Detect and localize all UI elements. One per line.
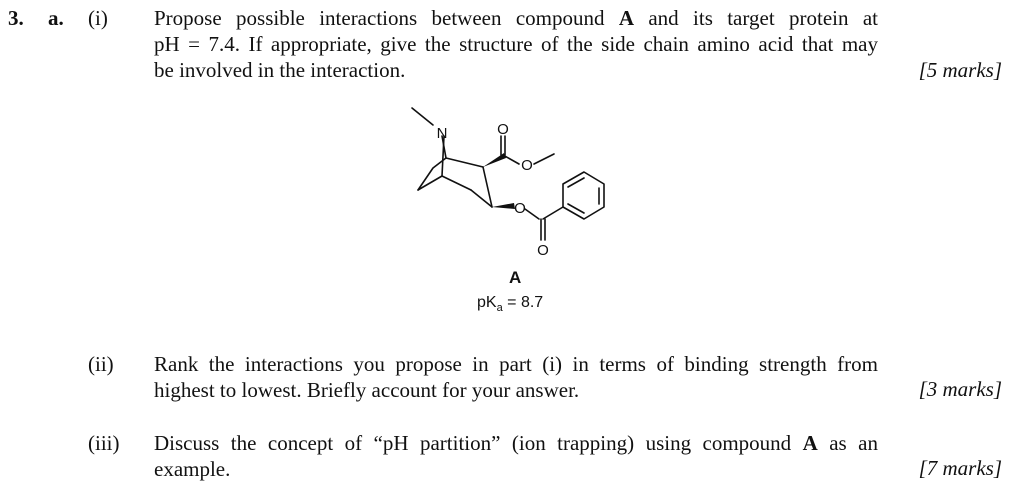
compound-label: A	[509, 268, 522, 287]
atom-n: N	[436, 125, 448, 142]
n-methyl-bond	[412, 108, 433, 125]
sub-ii-line2: highest to lowest. Briefly account for your answer.	[154, 378, 580, 402]
atom-o-carbonyl-top: O	[497, 121, 509, 138]
ester-oc-bond-bottom	[525, 209, 539, 219]
pka-text: $pK_a = 8.7$	[477, 294, 544, 315]
sub-iii-line2: example.	[154, 457, 231, 481]
sub-i-line3: be involved in the interaction.	[154, 58, 406, 82]
compound-ref: A	[618, 6, 635, 30]
o-methyl-bond	[534, 154, 554, 164]
atom-o-carbonyl-bottom: O	[537, 242, 549, 259]
compound-ref: A	[802, 431, 818, 455]
wedge-bond-bottom	[492, 203, 515, 209]
sub-ii-label: (ii)	[88, 352, 114, 376]
sub-i-line1: Propose possible interactions between compound A and its target protein at	[154, 6, 878, 30]
sub-i-label: (i)	[88, 6, 108, 30]
ester-co-bond-top	[503, 155, 519, 164]
question-number: 3.	[8, 6, 24, 30]
sub-i-marks: [5 marks]	[918, 58, 1002, 82]
atom-o-ester-bottom: O	[514, 200, 526, 217]
sub-ii-marks: [3 marks]	[918, 377, 1002, 401]
question-part: a.	[48, 6, 64, 30]
sub-iii-label: (iii)	[88, 431, 120, 455]
sub-iii-line1: Discuss the concept of “pH partition” (ion trapping) using compound A as an	[154, 431, 878, 455]
sub-iii-marks: [7 marks]	[918, 456, 1002, 480]
ring-c4-c5	[442, 176, 471, 190]
sub-ii-line1: Rank the interactions you propose in part (i) in terms of binding strength from	[154, 352, 878, 376]
atom-o-ester-top: O	[521, 157, 533, 174]
ring-c6-c5	[418, 176, 442, 190]
sub-i-line2: pH = 7.4. If appropriate, give the structure of the side chain amino acid that may	[154, 32, 878, 56]
c-phenyl-bond	[543, 207, 563, 219]
ring-c1-c2	[446, 158, 483, 167]
wedge-bond-top	[483, 153, 506, 167]
